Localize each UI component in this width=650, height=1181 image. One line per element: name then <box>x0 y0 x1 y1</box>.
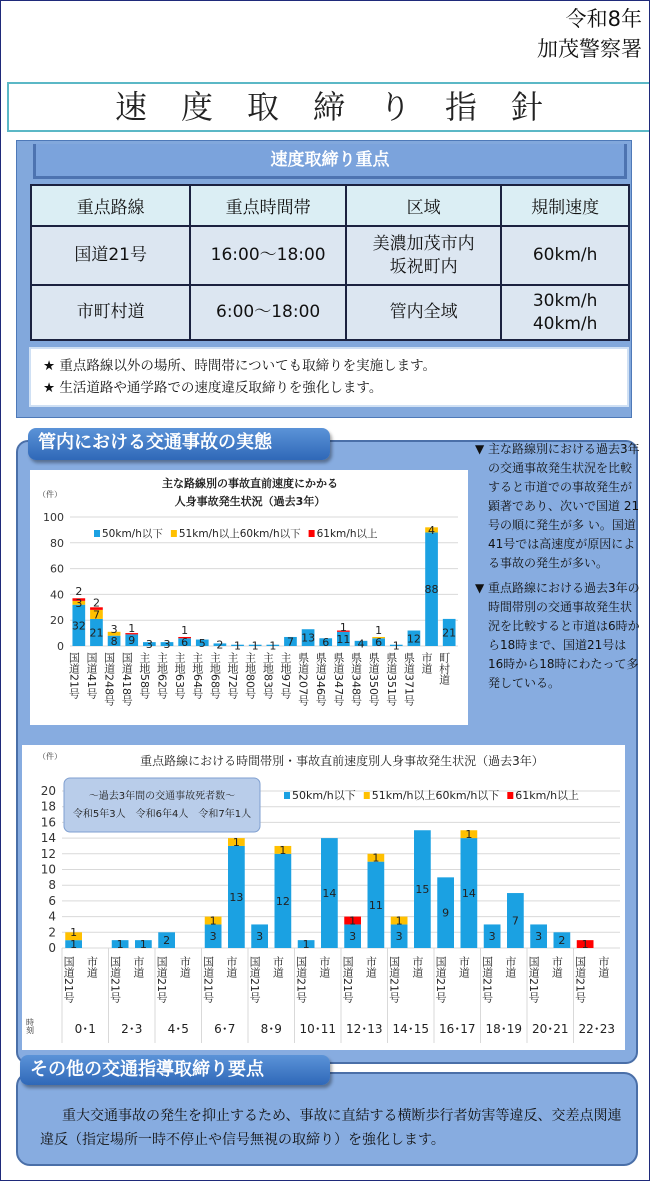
priority-section <box>16 140 632 418</box>
table-row <box>31 285 629 340</box>
side-note: ▼ 重点路線における過去3年の時間帯別の交通事故発生状況を比較すると市道は6時から18時まで、国道21号は16時から18時にわたって多発している。 <box>475 581 640 690</box>
data-label: 7 <box>511 914 519 928</box>
data-label: 1 <box>349 914 357 928</box>
data-label: 2 <box>75 584 83 598</box>
time-axis-label: 時刻 <box>25 1018 35 1034</box>
x-category-label: 市道 <box>420 652 434 674</box>
data-label: 6 <box>375 636 383 650</box>
x-category-label: 国道21号 <box>387 956 401 1003</box>
x-category-label: 国道21号 <box>573 956 587 1003</box>
data-label: 1 <box>181 624 189 638</box>
data-label: 11 <box>368 898 383 912</box>
legend-swatch <box>309 530 315 537</box>
area-line: 管内全域 <box>389 302 458 322</box>
x-category-label: 国道21号 <box>480 956 494 1003</box>
x-category-label: 主地83号 <box>261 652 275 699</box>
legend-label: 50km/h以下 <box>292 789 356 802</box>
x-category-label: 市道 <box>317 956 331 978</box>
y-axis-unit: （件） <box>38 752 62 761</box>
table-header-row <box>31 185 629 226</box>
route-cell: 国道21号 <box>31 226 190 285</box>
data-label: 1 <box>465 828 473 842</box>
x-category-label: 国道21号 <box>434 956 448 1003</box>
x-category-label: 国道21号 <box>201 956 215 1003</box>
area-cell <box>346 285 501 340</box>
data-label: 1 <box>232 836 240 850</box>
data-label: 1 <box>392 639 400 653</box>
x-category-label: 市道 <box>410 956 424 978</box>
x-category-label: 市道 <box>131 956 145 978</box>
data-label: 2 <box>216 638 224 652</box>
side-notes <box>475 440 641 699</box>
time-group-label: 8･9 <box>260 1022 282 1036</box>
data-label: 1 <box>128 622 136 636</box>
data-label: 13 <box>229 890 244 904</box>
x-category-label: 市道 <box>503 956 517 978</box>
speed-cell <box>501 285 629 340</box>
accident-section-heading: 管内における交通事故の実態 <box>28 428 330 460</box>
chart-title: 主な路線別の事故直前速度にかかる <box>162 477 338 490</box>
legend-swatch <box>171 530 177 537</box>
y-tick-label: 80 <box>50 536 64 550</box>
chart-title: 人身事故発生状況（過去3年） <box>174 495 326 508</box>
data-label: 1 <box>279 843 287 857</box>
x-category-label: 県道346号 <box>314 652 328 706</box>
data-label: 11 <box>336 632 351 646</box>
data-label: 3 <box>488 930 496 944</box>
data-label: 1 <box>339 620 347 634</box>
y-tick-label: 60 <box>50 562 64 576</box>
column-header: 重点時間帯 <box>190 185 346 226</box>
data-label: 1 <box>395 914 403 928</box>
data-label: 12 <box>406 632 421 646</box>
x-category-label: 市道 <box>271 956 285 978</box>
y-tick-label: 16 <box>40 815 56 830</box>
data-label: 2 <box>92 596 100 610</box>
data-label: 3 <box>145 638 153 652</box>
x-category-label: 市道 <box>457 956 471 978</box>
time-accident-chart <box>22 745 625 1050</box>
area-line: 美濃加茂市内 <box>372 233 475 254</box>
x-category-label: 国道21号 <box>62 956 76 1003</box>
data-label: 3 <box>349 930 357 944</box>
legend-label: 50km/h以下 <box>102 528 163 540</box>
x-category-label: 県道371号 <box>402 652 416 706</box>
chart-svg <box>30 470 468 725</box>
other-points-section <box>16 1072 638 1166</box>
x-category-label: 主地62号 <box>155 652 169 699</box>
time-group-label: 2･3 <box>121 1022 143 1036</box>
priority-table <box>30 184 630 341</box>
data-label: 4 <box>357 637 365 651</box>
data-label: 6 <box>181 636 189 650</box>
data-label: 9 <box>128 634 136 648</box>
x-category-label: 市道 <box>550 956 564 978</box>
title-box <box>7 82 649 132</box>
speed-line: 40km/h <box>532 313 598 334</box>
legend-swatch <box>364 792 370 799</box>
data-label: 15 <box>415 883 430 897</box>
data-label: 5 <box>198 636 206 650</box>
data-label: 3 <box>395 930 403 944</box>
table-row <box>31 226 629 285</box>
other-points-text: 重大交通事故の発生を抑止するため、事故に直結する横断歩行者妨害等違反、交差点関連違反（指定場所一時不停止や信号無視の取締り）を強化します。 <box>40 1108 622 1148</box>
priority-heading: 速度取締り重点 <box>33 144 627 179</box>
y-tick-label: 12 <box>40 846 56 861</box>
area-line: 坂祝町内 <box>389 256 458 277</box>
chart-svg <box>22 745 625 1050</box>
note-item: ★ 生活道路や通学路での速度違反取締りを強化します。 <box>43 380 383 396</box>
x-category-label: 市道 <box>224 956 238 978</box>
x-category-label: 国道21号 <box>108 956 122 1003</box>
x-category-label: 県道351号 <box>384 652 398 706</box>
column-header: 規制速度 <box>501 185 629 226</box>
data-label: 3 <box>535 930 543 944</box>
data-label: 1 <box>302 938 310 952</box>
x-category-label: 主地80号 <box>243 652 257 699</box>
x-category-label: 県道348号 <box>349 652 363 706</box>
x-category-label: 町村道 <box>437 652 451 685</box>
data-label: 4 <box>428 523 436 537</box>
x-category-label: 国道21号 <box>294 956 308 1003</box>
x-category-label: 市道 <box>596 956 610 978</box>
agency-label: 加茂警察署 <box>537 37 642 61</box>
other-points-heading: その他の交通指導取締り要点 <box>20 1055 330 1085</box>
y-tick-label: 8 <box>48 878 56 893</box>
time-group-label: 16･17 <box>438 1022 476 1036</box>
data-label: 1 <box>116 938 124 952</box>
legend-label: 51km/h以上60km/h以下 <box>178 528 301 540</box>
speed-line: 60km/h <box>532 245 598 265</box>
x-category-label: 国道21号 <box>155 956 169 1003</box>
data-label: 3 <box>209 930 217 944</box>
speed-line: 30km/h <box>532 290 598 311</box>
y-tick-label: 20 <box>40 784 56 798</box>
time-group-label: 12･13 <box>345 1022 383 1036</box>
x-category-label: 主地72号 <box>226 652 240 699</box>
note-item: ★ 重点路線以外の場所、時間帯についても取締りを実施します。 <box>43 358 437 374</box>
data-label: 9 <box>442 906 450 920</box>
x-category-label: 主地68号 <box>208 652 222 699</box>
y-tick-label: 14 <box>40 831 56 846</box>
time-cell: 6:00～18:00 <box>190 285 346 340</box>
x-category-label: 県道350号 <box>367 652 381 706</box>
x-category-label: 市道 <box>178 956 192 978</box>
time-cell: 16:00～18:00 <box>190 226 346 285</box>
x-category-label: 主地64号 <box>190 652 204 699</box>
data-label: 1 <box>372 851 380 865</box>
data-label: 32 <box>71 619 86 633</box>
time-group-label: 0･1 <box>74 1022 96 1036</box>
x-category-label: 国道21号 <box>248 956 262 1003</box>
year-label: 令和8年 <box>565 7 642 31</box>
data-label: 7 <box>286 635 294 649</box>
x-category-label: 国道248号 <box>102 652 116 706</box>
time-group-label: 18･19 <box>485 1022 523 1036</box>
data-label: 1 <box>581 938 589 952</box>
time-group-label: 10･11 <box>299 1022 337 1036</box>
callout-body: 令和5年3人 令和6年4人 令和7年1人 <box>72 809 252 820</box>
data-label: 21 <box>89 626 104 640</box>
x-category-label: 主地58号 <box>137 652 151 699</box>
time-group-label: 4･5 <box>167 1022 189 1036</box>
column-header: 区域 <box>346 185 501 226</box>
x-category-label: 主地63号 <box>173 652 187 699</box>
data-label: 1 <box>251 639 259 653</box>
data-label: 88 <box>424 583 439 597</box>
x-category-label: 県道207号 <box>296 652 310 706</box>
data-label: 2 <box>558 934 566 948</box>
y-tick-label: 0 <box>57 640 64 653</box>
x-category-label: 主地97号 <box>278 652 292 699</box>
time-group-label: 6･7 <box>214 1022 236 1036</box>
legend-swatch <box>507 792 513 799</box>
side-note: ▼ 主な路線別における過去3年の交通事故発生状況を比較すると市道での事故発生が顕著であり、次いで国道 21号の順に発生が多 い。国道41号では高速度が原因による事故の発生が多い。 <box>475 442 640 570</box>
data-label: 14 <box>322 887 337 901</box>
route-accident-chart <box>30 470 468 725</box>
column-header: 重点路線 <box>31 185 190 226</box>
y-tick-label: 6 <box>48 893 56 908</box>
y-tick-label: 20 <box>50 614 64 628</box>
x-category-label: 市道 <box>85 956 99 978</box>
data-label: 1 <box>375 624 383 638</box>
data-label: 7 <box>92 608 100 622</box>
x-category-label: 国道21号 <box>341 956 355 1003</box>
data-label: 1 <box>234 639 242 653</box>
data-label: 14 <box>461 887 476 901</box>
legend-label: 51km/h以上60km/h以下 <box>371 789 500 802</box>
data-label: 3 <box>163 638 171 652</box>
priority-notes <box>29 347 629 407</box>
data-label: 3 <box>256 930 264 944</box>
y-axis-unit: （件） <box>38 490 62 499</box>
data-label: 13 <box>301 631 316 645</box>
y-tick-label: 10 <box>40 862 56 877</box>
speed-cell <box>501 226 629 285</box>
y-tick-label: 4 <box>48 909 56 924</box>
data-label: 2 <box>163 934 171 948</box>
data-label: 3 <box>110 622 118 636</box>
y-tick-label: 2 <box>48 925 56 940</box>
data-label: 1 <box>139 938 147 952</box>
data-label: 21 <box>442 626 457 640</box>
y-tick-label: 40 <box>50 588 64 602</box>
x-category-label: 国道21号 <box>527 956 541 1003</box>
chart-title: 重点路線における時間帯別・事故直前速度別人身事故発生状況（過去3年） <box>140 754 544 768</box>
x-category-label: 市道 <box>364 956 378 978</box>
legend-label: 61km/h以上 <box>316 528 378 540</box>
page-title: 速度取締り指針 <box>114 88 577 126</box>
x-category-label: 国道41号 <box>84 652 98 699</box>
legend-swatch <box>94 530 100 537</box>
time-group-label: 14･15 <box>392 1022 430 1036</box>
time-group-label: 20･21 <box>531 1022 569 1036</box>
data-label: 1 <box>269 639 277 653</box>
y-tick-label: 0 <box>48 941 56 955</box>
data-label: 1 <box>70 926 78 940</box>
route-cell: 市町村道 <box>31 285 190 340</box>
y-tick-label: 100 <box>43 511 64 524</box>
callout-title: ～過去3年間の交通事故死者数～ <box>88 791 236 802</box>
legend-label: 61km/h以上 <box>515 789 580 802</box>
x-category-label: 国道21号 <box>67 652 81 699</box>
data-label: 12 <box>275 894 290 908</box>
data-label: 8 <box>110 634 118 648</box>
x-category-label: 国道418号 <box>120 652 134 706</box>
data-label: 3 <box>75 596 83 610</box>
y-tick-label: 18 <box>40 799 56 814</box>
data-label: 6 <box>322 636 330 650</box>
area-cell <box>346 226 501 285</box>
legend-swatch <box>284 792 290 799</box>
x-category-label: 県道347号 <box>331 652 345 706</box>
fatality-callout <box>64 778 260 832</box>
time-group-label: 22･23 <box>578 1022 616 1036</box>
data-label: 1 <box>70 938 78 952</box>
data-label: 1 <box>209 914 217 928</box>
